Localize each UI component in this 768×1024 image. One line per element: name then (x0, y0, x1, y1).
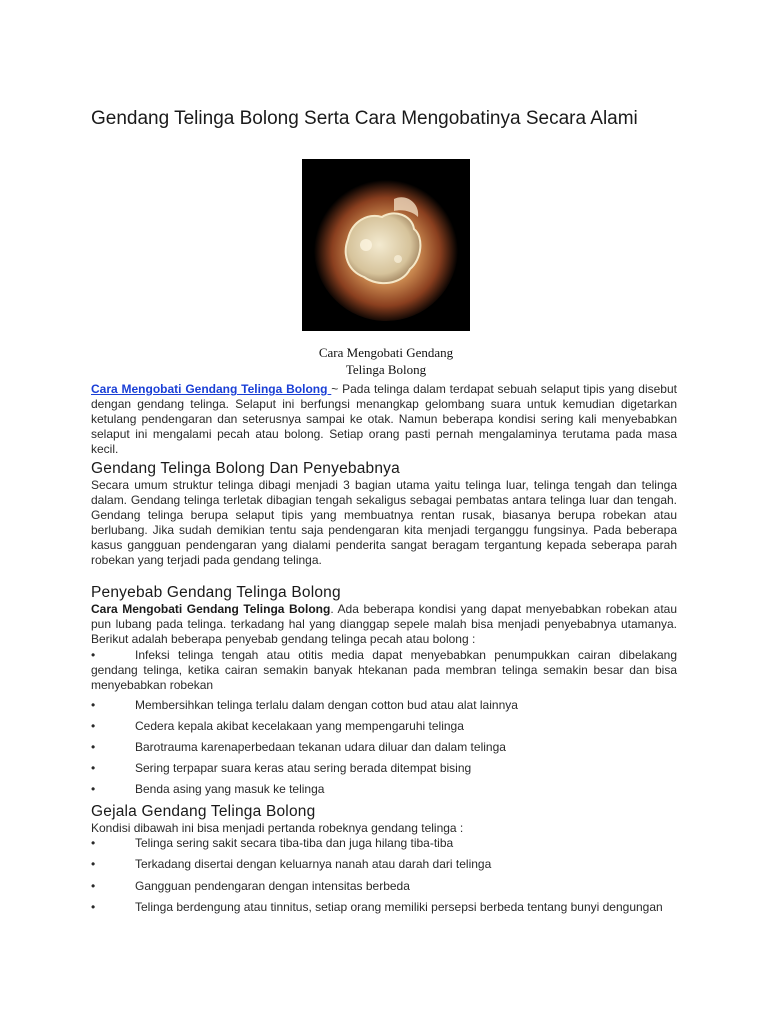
bullet: • (91, 761, 96, 775)
bullet: • (91, 836, 96, 850)
list-item (91, 900, 677, 915)
section-heading-causes-intro: Gendang Telinga Bolong Dan Penyebabnya (91, 460, 400, 477)
list-item-text: Terkadang disertai dengan keluarnya nanah atau darah dari telinga (135, 857, 492, 871)
list-item-text: Cedera kepala akibat kecelakaan yang mempengaruhi telinga (135, 719, 464, 733)
bullet: • (91, 740, 96, 754)
eardrum-photo (302, 159, 470, 331)
list-item-text: Membersihkan telinga terlalu dalam dengan cotton bud atau alat lainnya (135, 698, 518, 712)
list-item (91, 698, 677, 713)
article-link[interactable]: Cara Mengobati Gendang Telinga Bolong (91, 382, 332, 396)
list-item-text: Telinga berdengung atau tinnitus, setiap orang memiliki persepsi berbeda tentang bunyi dengungan (135, 900, 663, 914)
list-item (91, 782, 677, 797)
list-item-text: Barotrauma karenaperbedaan tekanan udara diluar dan dalam telinga (135, 740, 506, 754)
section2-paragraph (91, 602, 677, 647)
list-item-text: Sering terpapar suara keras atau sering berada ditempat bising (135, 761, 472, 775)
section-heading-symptoms: Gejala Gendang Telinga Bolong (91, 803, 316, 820)
bold-lead: Cara Mengobati Gendang Telinga Bolong (91, 602, 331, 616)
list-item (91, 761, 677, 776)
caption-line-2: Telinga Bolong (345, 362, 427, 377)
bullet: • (91, 698, 96, 712)
section2-text: . Ada beberapa kondisi yang dapat menyebabkan robekan atau pun lubang pada telinga. terkadang hal yang dianggap sepele malah bisa menjadi penyebabnya utamanya. Berikut adalah beberapa penyebab gendang telinga pecah atau bolong : (91, 602, 677, 646)
section3-paragraph: Kondisi dibawah ini bisa menjadi pertanda robeknya gendang telinga : (91, 821, 464, 835)
list-item-text: Gangguan pendengaran dengan intensitas berbeda (135, 879, 410, 893)
caption-line-1: Cara Mengobati Gendang (318, 345, 454, 360)
list-item (91, 836, 677, 851)
list-item (91, 648, 677, 693)
list-item (91, 879, 677, 894)
list-item (91, 857, 677, 872)
bullet: • (91, 900, 96, 914)
intro-text: ~ Pada telinga dalam terdapat sebuah selaput tipis yang disebut dengan gendang telinga. Selaput ini berfungsi menangkap gelombang suara untuk kemudian digetarkan ketulang pendengaran dan seterusnya sampai ke otak. Namun beberapa kondisi sering kali menyebabkan selaput ini mengalami pecah atau bolong. Setiap orang pasti pernah mengalaminya terutama pada masa kecil. (91, 382, 677, 456)
list-item (91, 719, 677, 734)
bullet: • (91, 782, 96, 796)
intro-paragraph (91, 382, 677, 457)
bullet: • (91, 879, 96, 893)
figure-caption (271, 344, 501, 378)
list-item (91, 740, 677, 755)
bullet: • (91, 857, 96, 871)
bullet: • (91, 719, 96, 733)
list-item-text: Telinga sering sakit secara tiba-tiba dan juga hilang tiba-tiba (135, 836, 454, 850)
list-item-text: Infeksi telinga tengah atau otitis media dapat menyebabkan penumpukkan cairan dibelakang gendang telinga, ketika cairan semakin banyak htekanan pada membran telinga semakin besar dan bisa menyebabkan robekan (91, 648, 677, 692)
list-item-text: Benda asing yang masuk ke telinga (135, 782, 325, 796)
page-title: Gendang Telinga Bolong Serta Cara Mengobatinya Secara Alami (91, 108, 638, 129)
bullet: • (91, 648, 96, 662)
section-heading-causes: Penyebab Gendang Telinga Bolong (91, 584, 341, 601)
section1-paragraph: Secara umum struktur telinga dibagi menjadi 3 bagian utama yaitu telinga luar, telinga tengah dan telinga dalam. Gendang telinga terletak dibagian tengah sekaligus sebagai pembatas antara telinga luar dan tengah. Gendang telinga berupa selaput tipis yang membuatnya rentan rusak, biasanya berupa robekan atau berlubang. Jika sudah demikian tentu saja pendengaran kita menjadi terganggu fungsinya. Pada beberapa kasus gangguan pendengaran yang dialami penderita sangat beragam tergantung kepada seberapa parah robekan yang terjadi pada gendang telinga. (91, 478, 677, 567)
